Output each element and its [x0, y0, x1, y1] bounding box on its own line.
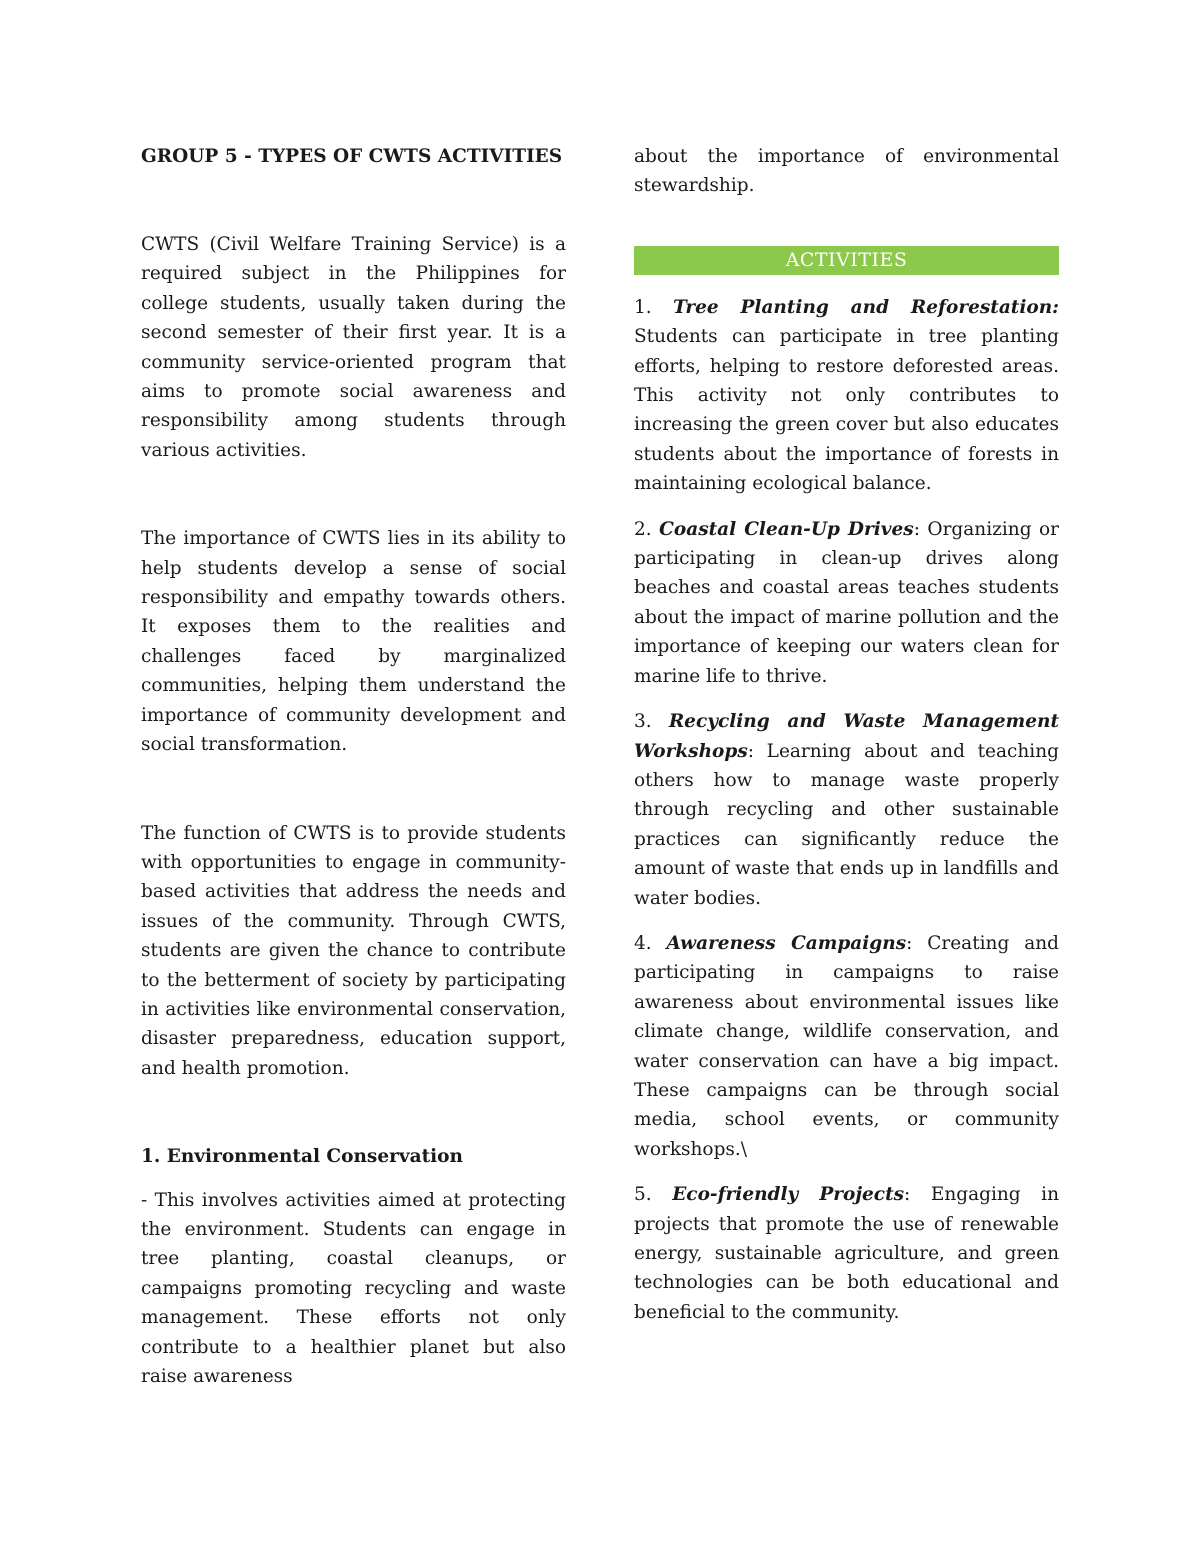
- activity-name: Recycling and Waste Management Workshops: [634, 711, 1059, 762]
- right-column: [634, 142, 1059, 1343]
- activity-item: [634, 293, 1059, 499]
- section-heading: 1. Environmental Conservation: [141, 1146, 463, 1168]
- left-column: [141, 142, 566, 1391]
- intro-paragraph-3: The function of CWTS is to provide students with opportunities to engage in community-based activities that address the needs and issues of the community. Through CWTS, students are given the chance to contribute to the betterment of society by participating in activities like environmental conservation, disaster preparedness, education support, and health promotion.: [141, 822, 566, 1079]
- document-title: GROUP 5 - TYPES OF CWTS ACTIVITIES: [141, 146, 563, 167]
- activity-name: Eco-friendly Projects: [672, 1184, 905, 1206]
- section-body-right: about the importance of environmental stewardship.: [634, 146, 1059, 197]
- activity-description: Learning about and teaching others how to manage waste properly through recycling and other sustainable practices can significantly reduce the amount of waste that ends up in landfills and water bodies.: [634, 740, 1059, 909]
- activity-description: Students can participate in tree planting efforts, helping to restore deforested areas. This activity not only contributes to increasing the green cover but also educates students about the importance of forests in maintaining ecological balance.: [634, 326, 1059, 495]
- activity-item: [634, 707, 1059, 913]
- intro-paragraph-1: CWTS (Civil Welfare Training Service) is a required subject in the Philippines for college students, usually taken during the second semester of their first year. It is a community service-oriented program that aims to promote social awareness and responsibility among students through various activities.: [141, 234, 566, 461]
- activities-banner: ACTIVITIES: [634, 246, 1059, 275]
- activity-name: Awareness Campaigns: [666, 932, 907, 954]
- activity-separator: :: [906, 932, 913, 954]
- activity-name: Tree Planting and Reforestation:: [672, 296, 1059, 318]
- activity-name: Coastal Clean-Up Drives: [659, 518, 914, 540]
- activity-item: [634, 515, 1059, 691]
- section-body-left: - This involves activities aimed at protecting the environment. Students can engage in tree planting, coastal cleanups, or campaigns promoting recycling and waste management. These efforts not only contribute to a healthier planet but also raise awareness: [141, 1189, 566, 1387]
- activity-separator: :: [904, 1184, 911, 1206]
- activity-description: Organizing or participating in clean-up drives along beaches and coastal areas teaches students about the impact of marine pollution and the importance of keeping our waters clean for marine life to thrive.: [634, 518, 1060, 687]
- activity-description: Creating and participating in campaigns to raise awareness about environmental issues like climate change, wildlife conservation, and water conservation can have a big impact. These campaigns can be through social media, school events, or community workshops.\: [634, 932, 1059, 1160]
- intro-paragraph-2: The importance of CWTS lies in its ability to help students develop a sense of social responsibility and empathy towards others. It exposes them to the realities and challenges faced by marginalized communities, helping them understand the importance of community development and social transformation.: [141, 528, 566, 756]
- activity-number: 1.: [634, 296, 652, 318]
- activity-number: 5.: [634, 1184, 652, 1206]
- activity-item: [634, 929, 1059, 1164]
- activity-number: 3.: [634, 711, 652, 733]
- activity-separator: :: [747, 740, 754, 762]
- activity-number: 2.: [634, 518, 652, 540]
- activity-item: [634, 1180, 1059, 1327]
- activity-description: Engaging in projects that promote the use of renewable energy, sustainable agriculture, and green technologies can be both educational and beneficial to the community.: [634, 1184, 1060, 1323]
- activity-number: 4.: [634, 932, 652, 954]
- activity-separator: :: [913, 518, 920, 540]
